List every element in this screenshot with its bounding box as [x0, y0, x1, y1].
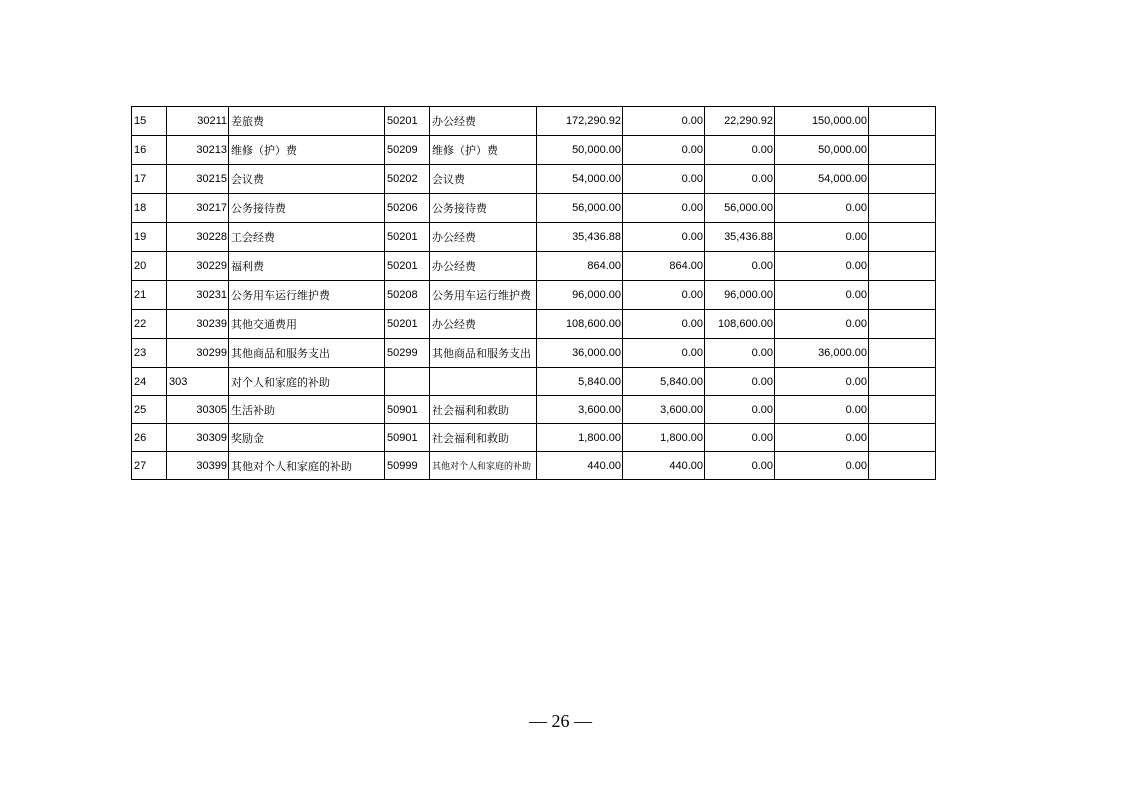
cell-total: 36,000.00 [537, 339, 623, 368]
cell-total: 440.00 [537, 452, 623, 480]
cell-amount-b: 0.00 [705, 136, 775, 165]
cell-amount-c: 0.00 [775, 194, 869, 223]
cell-gov-code: 50201 [385, 252, 430, 281]
cell-amount-b: 0.00 [705, 452, 775, 480]
cell-gov-name: 公务接待费 [430, 194, 537, 223]
cell-econ-name: 奖励金 [229, 424, 385, 452]
cell-amount-a: 864.00 [623, 252, 705, 281]
cell-amount-b: 56,000.00 [705, 194, 775, 223]
cell-amount-a: 0.00 [623, 165, 705, 194]
cell-econ-code: 30239 [167, 310, 229, 339]
cell-econ-name: 福利费 [229, 252, 385, 281]
cell-amount-a: 1,800.00 [623, 424, 705, 452]
table-row [132, 452, 936, 480]
cell-amount-d [869, 107, 936, 136]
cell-amount-b: 0.00 [705, 368, 775, 396]
cell-gov-name: 维修（护）费 [430, 136, 537, 165]
cell-amount-d [869, 339, 936, 368]
cell-seq: 18 [132, 194, 167, 223]
cell-amount-d [869, 396, 936, 424]
cell-total: 864.00 [537, 252, 623, 281]
cell-gov-code: 50999 [385, 452, 430, 480]
cell-seq: 19 [132, 223, 167, 252]
cell-amount-c: 0.00 [775, 452, 869, 480]
cell-seq: 15 [132, 107, 167, 136]
cell-amount-c: 0.00 [775, 368, 869, 396]
cell-econ-name: 会议费 [229, 165, 385, 194]
cell-amount-c: 0.00 [775, 424, 869, 452]
cell-econ-code: 30211 [167, 107, 229, 136]
cell-gov-name: 公务用车运行维护费 [430, 281, 537, 310]
cell-gov-name: 办公经费 [430, 310, 537, 339]
cell-amount-c: 0.00 [775, 223, 869, 252]
cell-gov-name: 社会福利和救助 [430, 396, 537, 424]
cell-econ-code: 30309 [167, 424, 229, 452]
cell-amount-a: 0.00 [623, 136, 705, 165]
cell-amount-d [869, 424, 936, 452]
cell-econ-code: 30305 [167, 396, 229, 424]
cell-amount-c: 0.00 [775, 281, 869, 310]
table-row [132, 165, 936, 194]
cell-gov-code: 50299 [385, 339, 430, 368]
cell-amount-a: 5,840.00 [623, 368, 705, 396]
cell-amount-d [869, 136, 936, 165]
cell-econ-name: 其他商品和服务支出 [229, 339, 385, 368]
cell-amount-b: 0.00 [705, 252, 775, 281]
cell-gov-code: 50901 [385, 396, 430, 424]
cell-econ-code: 30229 [167, 252, 229, 281]
table-row [132, 223, 936, 252]
cell-econ-name: 对个人和家庭的补助 [229, 368, 385, 396]
cell-gov-name: 会议费 [430, 165, 537, 194]
cell-amount-a: 0.00 [623, 223, 705, 252]
cell-seq: 26 [132, 424, 167, 452]
cell-econ-name: 差旅费 [229, 107, 385, 136]
cell-amount-d [869, 310, 936, 339]
cell-econ-code: 30215 [167, 165, 229, 194]
cell-gov-code: 50901 [385, 424, 430, 452]
cell-amount-b: 22,290.92 [705, 107, 775, 136]
cell-total: 56,000.00 [537, 194, 623, 223]
cell-amount-a: 0.00 [623, 194, 705, 223]
cell-amount-a: 3,600.00 [623, 396, 705, 424]
cell-gov-code: 50201 [385, 310, 430, 339]
cell-econ-code: 30231 [167, 281, 229, 310]
table-row [132, 368, 936, 396]
cell-amount-c: 54,000.00 [775, 165, 869, 194]
cell-gov-name: 办公经费 [430, 107, 537, 136]
cell-seq: 27 [132, 452, 167, 480]
cell-amount-d [869, 452, 936, 480]
table-row [132, 424, 936, 452]
table-row [132, 252, 936, 281]
cell-amount-b: 0.00 [705, 424, 775, 452]
table-row [132, 396, 936, 424]
cell-econ-name: 工会经费 [229, 223, 385, 252]
cell-amount-a: 0.00 [623, 107, 705, 136]
cell-gov-code: 50208 [385, 281, 430, 310]
cell-amount-a: 0.00 [623, 339, 705, 368]
cell-econ-name: 公务用车运行维护费 [229, 281, 385, 310]
cell-gov-code: 50202 [385, 165, 430, 194]
cell-amount-b: 35,436.88 [705, 223, 775, 252]
cell-amount-d [869, 281, 936, 310]
cell-amount-b: 0.00 [705, 165, 775, 194]
cell-total: 54,000.00 [537, 165, 623, 194]
cell-amount-a: 0.00 [623, 281, 705, 310]
cell-amount-b: 0.00 [705, 396, 775, 424]
cell-total: 1,800.00 [537, 424, 623, 452]
cell-amount-d [869, 223, 936, 252]
cell-seq: 16 [132, 136, 167, 165]
cell-gov-name: 其他对个人和家庭的补助 [430, 452, 537, 480]
cell-seq: 23 [132, 339, 167, 368]
cell-gov-name: 其他商品和服务支出 [430, 339, 537, 368]
cell-econ-name: 其他交通费用 [229, 310, 385, 339]
cell-gov-name: 办公经费 [430, 252, 537, 281]
cell-total: 96,000.00 [537, 281, 623, 310]
cell-econ-name: 公务接待费 [229, 194, 385, 223]
cell-gov-name: 社会福利和救助 [430, 424, 537, 452]
cell-amount-b: 108,600.00 [705, 310, 775, 339]
cell-seq: 21 [132, 281, 167, 310]
table-row [132, 107, 936, 136]
cell-econ-code: 30228 [167, 223, 229, 252]
cell-total: 3,600.00 [537, 396, 623, 424]
cell-amount-c: 50,000.00 [775, 136, 869, 165]
cell-amount-d [869, 368, 936, 396]
cell-total: 108,600.00 [537, 310, 623, 339]
cell-amount-c: 150,000.00 [775, 107, 869, 136]
cell-amount-d [869, 252, 936, 281]
cell-gov-code: 50209 [385, 136, 430, 165]
cell-total: 172,290.92 [537, 107, 623, 136]
page-number: — 26 — [529, 711, 592, 731]
cell-amount-c: 0.00 [775, 396, 869, 424]
table-row [132, 281, 936, 310]
cell-amount-c: 36,000.00 [775, 339, 869, 368]
table-row [132, 136, 936, 165]
cell-econ-name: 维修（护）费 [229, 136, 385, 165]
cell-gov-code: 50201 [385, 223, 430, 252]
cell-econ-code: 30217 [167, 194, 229, 223]
cell-econ-code: 30213 [167, 136, 229, 165]
cell-amount-a: 440.00 [623, 452, 705, 480]
cell-seq: 20 [132, 252, 167, 281]
cell-gov-code: 50201 [385, 107, 430, 136]
budget-table [131, 106, 936, 480]
cell-total: 5,840.00 [537, 368, 623, 396]
cell-amount-d [869, 194, 936, 223]
cell-amount-b: 96,000.00 [705, 281, 775, 310]
cell-seq: 22 [132, 310, 167, 339]
cell-seq: 25 [132, 396, 167, 424]
cell-amount-b: 0.00 [705, 339, 775, 368]
cell-total: 35,436.88 [537, 223, 623, 252]
cell-amount-c: 0.00 [775, 310, 869, 339]
cell-gov-code: 50206 [385, 194, 430, 223]
cell-seq: 17 [132, 165, 167, 194]
table-row [132, 310, 936, 339]
cell-econ-name: 其他对个人和家庭的补助 [229, 452, 385, 480]
cell-total: 50,000.00 [537, 136, 623, 165]
cell-gov-code [385, 368, 430, 396]
table-row [132, 194, 936, 223]
cell-econ-code: 30299 [167, 339, 229, 368]
cell-gov-name [430, 368, 537, 396]
cell-seq: 24 [132, 368, 167, 396]
cell-amount-a: 0.00 [623, 310, 705, 339]
cell-amount-c: 0.00 [775, 252, 869, 281]
cell-gov-name: 办公经费 [430, 223, 537, 252]
cell-econ-code: 303 [167, 368, 229, 396]
table-row [132, 339, 936, 368]
cell-econ-name: 生活补助 [229, 396, 385, 424]
cell-amount-d [869, 165, 936, 194]
cell-econ-code: 30399 [167, 452, 229, 480]
